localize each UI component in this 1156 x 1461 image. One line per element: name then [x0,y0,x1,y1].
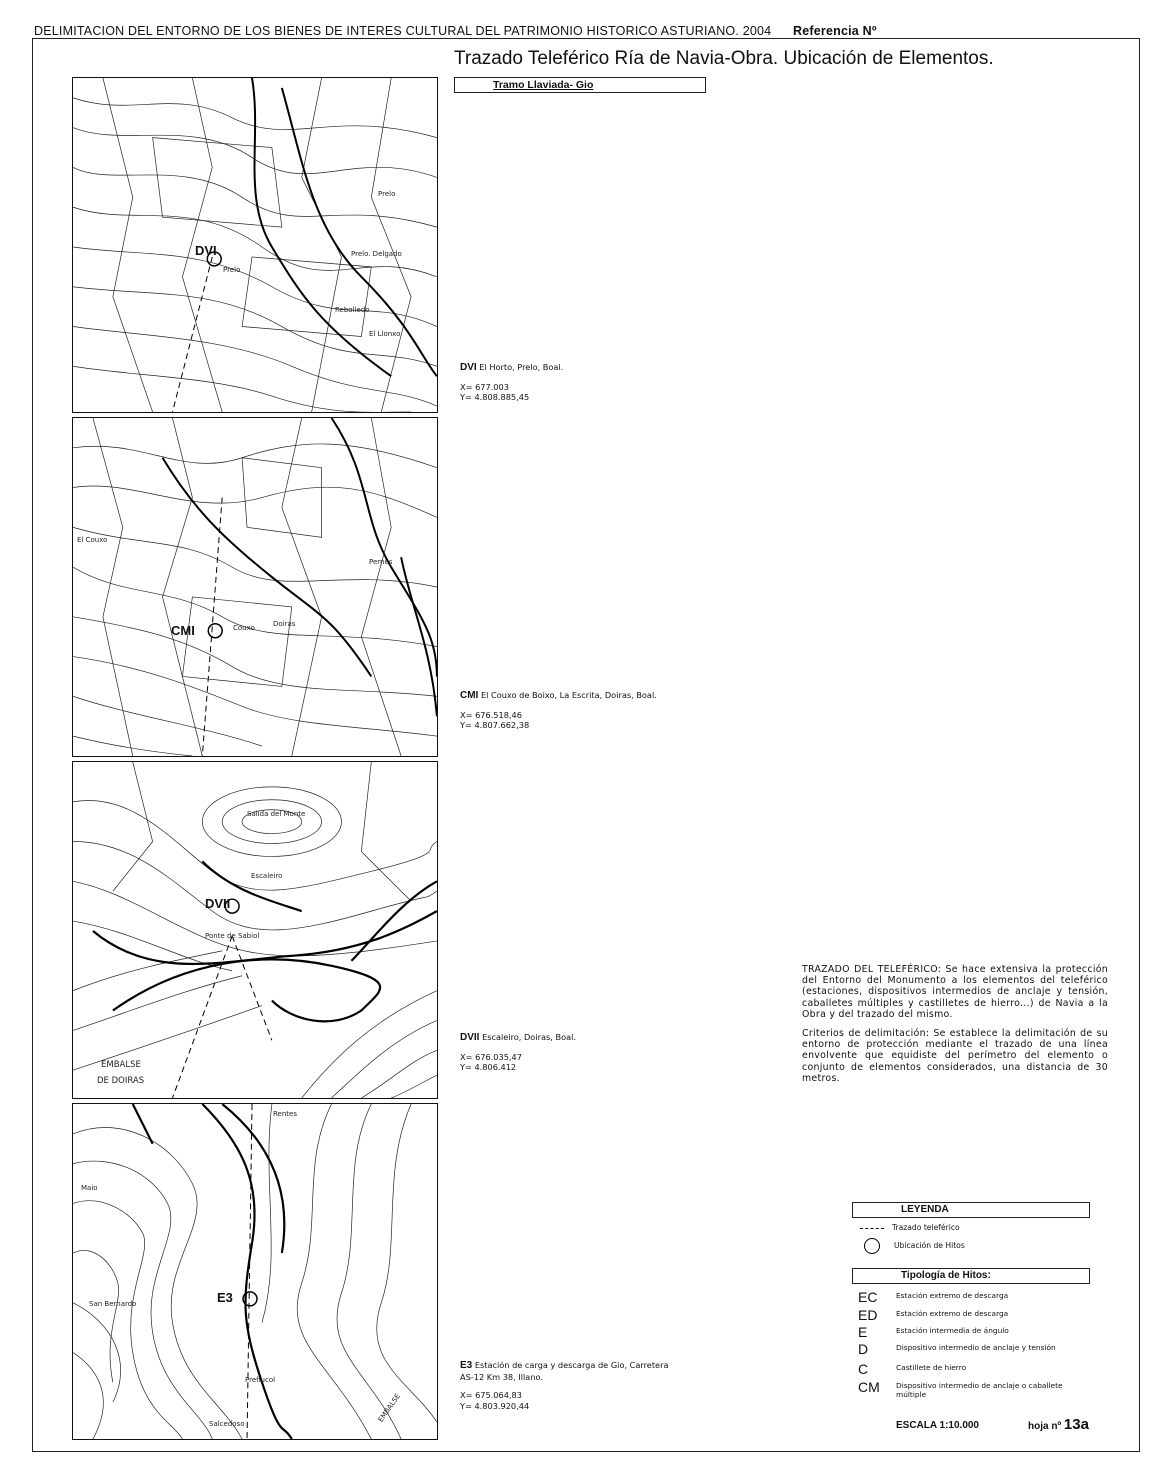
note-description: Estación de carga y descarga de Gio, Carretera AS-12 Km 38, Illano. [460,1360,669,1382]
note-code: E3 [460,1360,473,1371]
typology-code: D [858,1341,869,1357]
note-y: Y= 4.807.662,38 [460,720,530,730]
map-note-4 [460,1360,672,1411]
note-code: DVI [460,362,477,373]
sheet-number [1028,1416,1089,1433]
typology-desc: Estación intermedia de ángulo [896,1326,1009,1335]
map-code-dvii: DVII [205,896,231,911]
place-label: Salcedoso [209,1420,245,1428]
place-label: San Bernardo [89,1300,137,1308]
note-x: X= 677.003 [460,381,509,392]
dashed-line-icon [860,1228,884,1229]
legend-item-label: Trazado teleférico [892,1223,960,1232]
place-label: Rentes [273,1110,297,1118]
typology-code: ED [858,1307,878,1323]
place-label: Prefiucol [245,1376,276,1384]
note-y: Y= 4.803.920,44 [460,1400,530,1411]
typology-code: CM [858,1379,880,1395]
note-y: Y= 4.808.885,45 [460,392,530,402]
header-title: DELIMITACION DEL ENTORNO DE LOS BIENES DE INTERES CULTURAL DEL PATRIMONIO HISTORICO ASTURIANO. 2004 [34,24,772,38]
typology-code: EC [858,1289,878,1305]
topographic-map-4 [73,1104,437,1439]
legend-item-hitos [860,1238,965,1254]
note-description: El Horto, Prelo, Boal. [479,362,564,372]
circle-icon [864,1238,880,1254]
place-label: Pernes [369,558,393,566]
document-header [34,24,877,38]
place-label: Couxo [233,624,255,632]
place-label: Escaleiro [251,872,283,880]
map-code-dvi: DVI [195,243,217,258]
typology-desc: Estación extremo de descarga [896,1309,1009,1318]
place-label: DE DOIRAS [97,1076,145,1086]
map-scale: ESCALA 1:10.000 [896,1420,979,1431]
place-label: Prelo. Delgado [351,250,402,258]
typology-desc: Dispositivo intermedio de anclaje y tensión [896,1343,1056,1352]
note-description: El Couxo de Boixo, La Escrita, Doiras, Boal. [480,690,657,700]
legend-title: LEYENDA [852,1202,1090,1218]
typology-desc: Estación extremo de descarga [896,1291,1009,1300]
typology-row [858,1362,1098,1376]
typology-row [858,1380,1098,1399]
place-label: El Couxo [77,536,108,544]
typology-code: C [858,1361,869,1377]
note-description: Escaleiro, Doiras, Boal. [482,1032,576,1042]
map-note-1 [460,362,563,403]
map-note-3 [460,1032,576,1073]
header-reference: Referencia Nº [793,24,877,38]
place-label: Prelo [223,266,241,274]
map-panel-3 [72,761,438,1099]
note-code: DVII [460,1032,480,1043]
place-label: Ponte de Sabiol [205,932,260,940]
place-label: Maio [81,1184,98,1192]
note-y: Y= 4.806.412 [460,1062,517,1072]
typology-title: Tipología de Hitos: [852,1268,1090,1284]
topographic-map-2 [73,418,437,756]
map-panel-4 [72,1103,438,1440]
map-panel-1 [72,77,438,413]
note-x: X= 676.035,47 [460,1051,522,1062]
legend-item-label: Ubicación de Hitos [894,1241,965,1250]
typology-desc: Castillete de hierro [896,1363,967,1372]
map-code-cmi: CMI [171,623,195,638]
typology-row [858,1308,1098,1322]
typology-row [858,1290,1098,1304]
sheet-number-value: 13a [1063,1416,1089,1433]
place-label: El Llonxo [369,330,401,338]
note-x: X= 676.518,46 [460,709,522,720]
typology-desc: Dispositivo intermedio de anclaje o caballete múltiple [896,1381,1063,1399]
sheet-title: Trazado Teleférico Ría de Navia-Obra. Ubicación de Elementos. [454,48,994,69]
place-label: Salida del Monte [247,810,306,818]
criteria-paragraph-1: TRAZADO DEL TELEFÉRICO: Se hace extensiva la protección del Entorno del Monumento a los elementos del teleférico (estaciones, dispositivos intermedios de anclaje y tensión, caballetes múltiples y castilletes de hierro...) de Navia a la Obra y del trazado del mismo. [802,964,1108,1020]
place-label: Prelo [378,190,396,198]
typology-row [858,1325,1098,1339]
section-label: Tramo Llaviada- Gio [454,77,706,93]
typology-row [858,1342,1098,1356]
criteria-text [802,964,1108,1092]
place-label: EMBALSE [376,1392,403,1424]
note-code: CMI [460,690,479,701]
map-note-2 [460,690,680,731]
topographic-map-1 [73,78,437,412]
place-label: EMBALSE [101,1060,141,1070]
map-code-e3: E3 [217,1290,233,1305]
criteria-paragraph-2: Criterios de delimitación: Se establece la delimitación de su entorno de protección mediante el trazado de una línea envolvente que equidiste del perímetro del elemento o conjunto de elementos considerados, una distancia de 30 metros. [802,1028,1108,1084]
legend-item-trazado [860,1223,960,1232]
place-label: Doiras [273,620,296,628]
place-label: Rebolledo [335,306,370,314]
map-panel-2 [72,417,438,757]
typology-code: E [858,1324,868,1340]
sheet-label: hoja nº [1028,1421,1062,1432]
note-x: X= 675.064,83 [460,1390,522,1400]
